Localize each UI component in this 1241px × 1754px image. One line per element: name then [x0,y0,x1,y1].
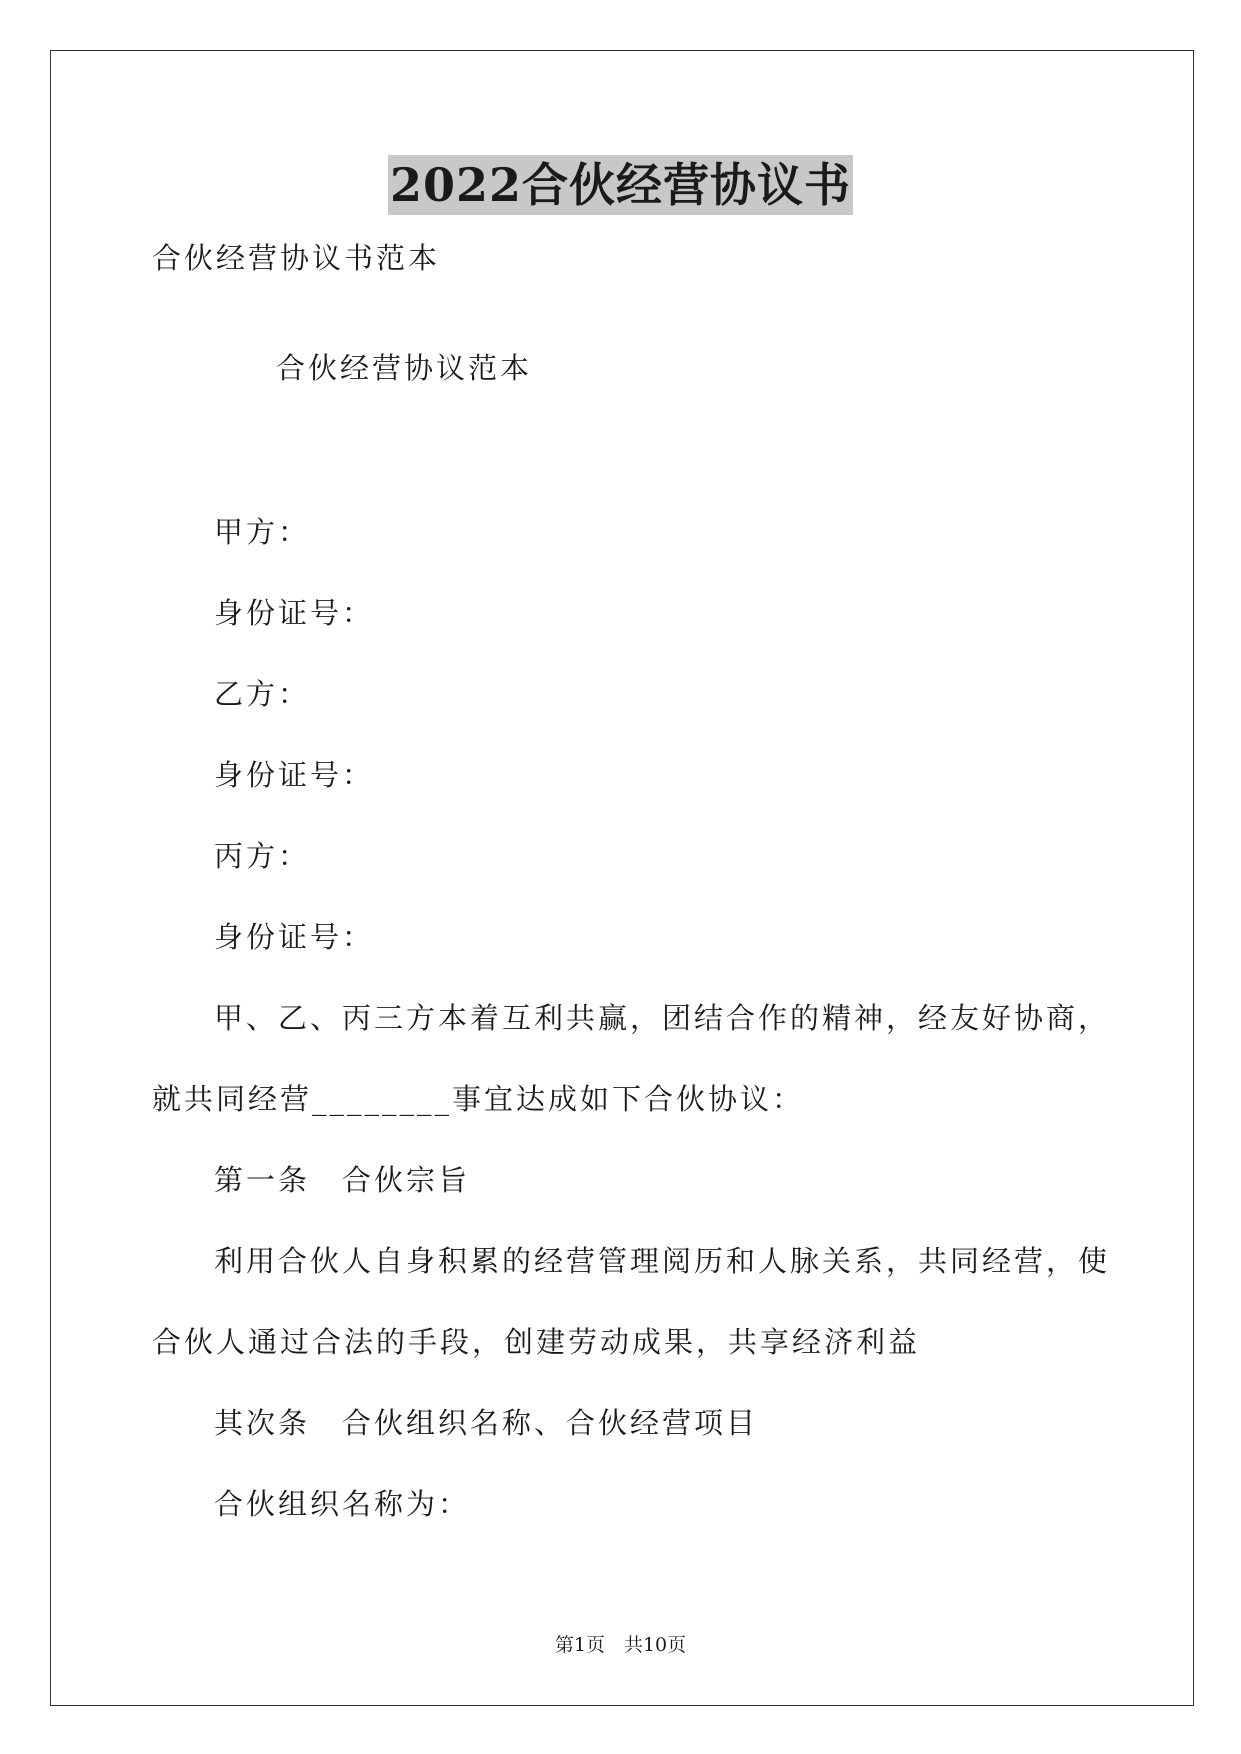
party-c-id-label: 身份证号： [214,920,375,954]
article-1-line-1: 利用合伙人自身积累的经营管理阅历和人脉关系，共同经营，使 [214,1244,1111,1278]
intro-line-2: 就共同经营________事宜达成如下合伙协议： [152,1082,805,1116]
party-a-id-label: 身份证号： [214,596,375,630]
article-2-name-label: 合伙组织名称为： [214,1487,471,1521]
party-c-label: 丙方： [214,839,311,873]
subtitle: 合伙经营协议书范本 [152,241,441,275]
party-a-label: 甲方： [214,515,311,549]
page-number-footer: 第1页 共10页 [554,1634,687,1656]
party-b-id-label: 身份证号： [214,758,375,792]
intro-line-1: 甲、乙、丙三方本着互利共赢，团结合作的精神，经友好协商， [214,1001,1111,1035]
document-title: 2022合伙经营协议书 [388,155,853,215]
party-b-label: 乙方： [214,677,311,711]
page-border [50,50,1194,1706]
title-container [0,155,1241,215]
article-1-heading: 第一条 合伙宗旨 [214,1163,471,1197]
sub-subtitle: 合伙经营协议范本 [276,351,533,385]
article-2-heading: 其次条 合伙组织名称、合伙经营项目 [214,1406,759,1440]
article-1-line-2: 合伙人通过合法的手段，创建劳动成果，共享经济利益 [152,1325,921,1359]
